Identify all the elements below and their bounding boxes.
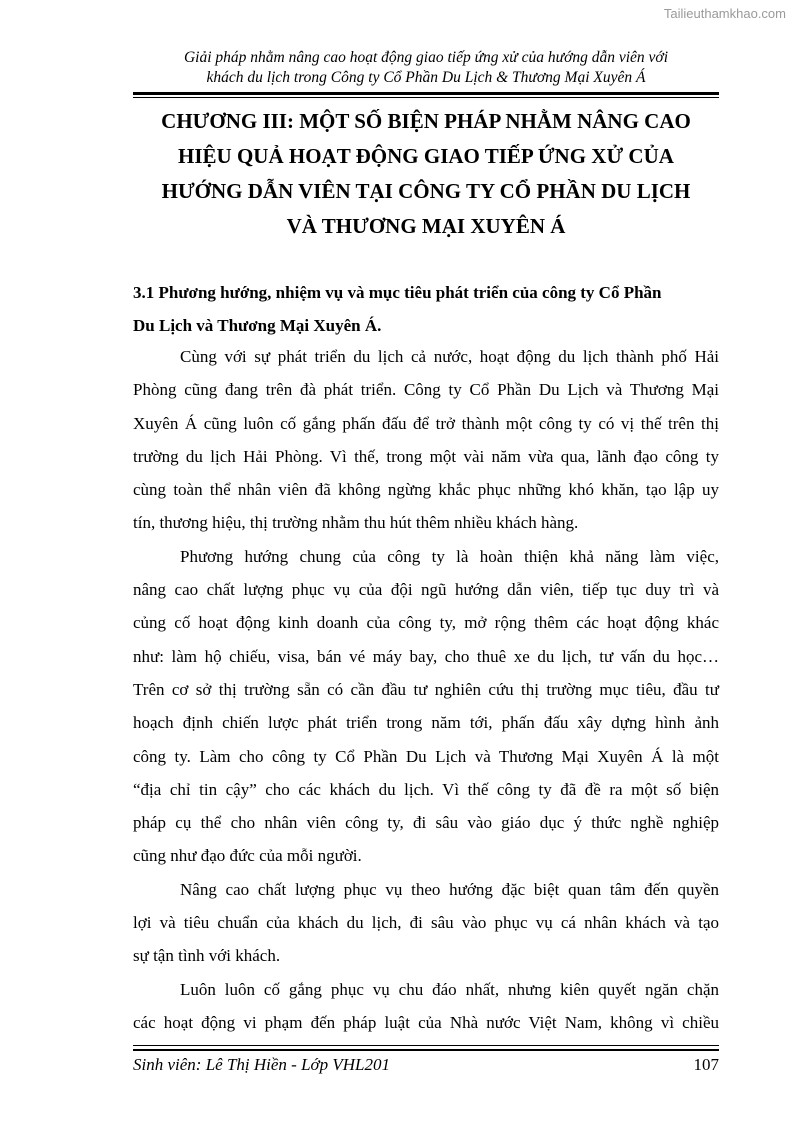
section-heading-line-2: Du Lịch và Thương Mại Xuyên Á. (133, 316, 382, 335)
paragraph-line: hoạch định chiến lược phát triển trong năm tới, phấn đấu xây dựng hình ảnh (133, 713, 719, 733)
paragraph-line: Nâng cao chất lượng phục vụ theo hướng đặc biệt quan tâm đến quyền (180, 879, 719, 899)
paragraph-1 (133, 340, 719, 540)
chapter-title-line-4: VÀ THƯƠNG MẠI XUYÊN Á (286, 214, 566, 238)
header-rule-thick (133, 92, 719, 95)
running-header-line-2: khách du lịch trong Công ty Cổ Phần Du Lịch & Thương Mại Xuyên Á (206, 69, 646, 86)
chapter-title-line-2: HIỆU QUẢ HOẠT ĐỘNG GIAO TIẾP ỨNG XỬ CỦA (178, 144, 674, 168)
paragraph-line: các hoạt động vi phạm đến pháp luật của Nhà nước Việt Nam, không vì chiều (133, 1012, 719, 1032)
paragraph-line: trường du lịch Hải Phòng. Vì thế, trong một vài năm vừa qua, lãnh đạo công ty (133, 446, 719, 466)
chapter-title-line-1: CHƯƠNG III: MỘT SỐ BIỆN PHÁP NHẰM NÂNG CAO (161, 109, 691, 133)
paragraph-line: cũng như đạo đức của mỗi người. (133, 846, 362, 866)
paragraph-line: Xuyên Á cũng luôn cố gắng phấn đấu để trở thành một công ty có vị thế trên thị (133, 413, 719, 433)
paragraph-line: nâng cao chất lượng phục vụ của đội ngũ hướng dẫn viên, tiếp tục duy trì và (133, 580, 719, 600)
paragraph-line: Trên cơ sở thị trường sẵn có cần đầu tư nghiên cứu thị trường mục tiêu, đầu tư (133, 679, 719, 699)
header-rule-thin (133, 97, 719, 98)
paragraph-line: Cùng với sự phát triển du lịch cả nước, hoạt động du lịch thành phố Hải (180, 347, 719, 366)
page-number: 107 (693, 1055, 719, 1074)
chapter-title-line-3: HƯỚNG DẪN VIÊN TẠI CÔNG TY CỔ PHẦN DU LỊCH (161, 179, 691, 203)
paragraph-line: tín, thương hiệu, thị trường nhằm thu hút thêm nhiều khách hàng. (133, 513, 579, 533)
page-footer (133, 1054, 719, 1076)
paragraph-line: công ty. Làm cho công ty Cổ Phần Du Lịch và Thương Mại Xuyên Á là một (133, 746, 719, 766)
watermark: Tailieuthamkhao.com (663, 6, 786, 21)
running-header-line-1: Giải pháp nhằm nâng cao hoạt động giao tiếp ứng xử của hướng dẫn viên với (183, 49, 669, 66)
paragraph-line: Phòng cũng đang trên đà phát triển. Công ty Cổ Phần Du Lịch và Thương Mại (133, 380, 719, 400)
paragraph-line: “địa chỉ tin cậy” cho các khách du lịch. Vì thế công ty đã đề ra một số biện (133, 779, 719, 799)
footer-rule-thin (133, 1045, 719, 1046)
chapter-title (133, 104, 719, 244)
paragraph-3 (133, 873, 719, 973)
paragraph-line: cùng toàn thể nhân viên đã không ngừng khắc phục những khó khăn, tạo lập uy (133, 480, 719, 500)
paragraph-4 (133, 973, 719, 1040)
paragraph-line: sự tận tình với khách. (133, 946, 281, 966)
section-heading (133, 276, 719, 342)
paragraph-line: Phương hướng chung của công ty là hoàn thiện khả năng làm việc, (180, 546, 719, 566)
footer-student: Sinh viên: Lê Thị Hiền - Lớp VHL201 (133, 1055, 390, 1074)
section-heading-line-1: 3.1 Phương hướng, nhiệm vụ và mục tiêu phát triển của công ty Cổ Phần (133, 283, 662, 302)
paragraph-line: như: làm hộ chiếu, visa, bán vé máy bay, cho thuê xe du lịch, tư vấn du học… (133, 646, 719, 666)
footer-rule-thick (133, 1049, 719, 1051)
paragraph-line: củng cố hoạt động kinh doanh của công ty, mở rộng thêm các hoạt động khác (133, 613, 719, 633)
body-text (133, 340, 719, 1039)
paragraph-line: Luôn luôn cố gắng phục vụ chu đáo nhất, nhưng kiên quyết ngăn chặn (180, 979, 719, 999)
paragraph-line: pháp cụ thể cho nhân viên công ty, đi sâu vào giáo dục ý thức nghề nghiệp (133, 813, 719, 833)
running-header (133, 48, 719, 88)
paragraph-2 (133, 540, 719, 873)
paragraph-line: lợi và tiêu chuẩn của khách du lịch, đi sâu vào phục vụ cá nhân khách và tạo (133, 913, 719, 933)
